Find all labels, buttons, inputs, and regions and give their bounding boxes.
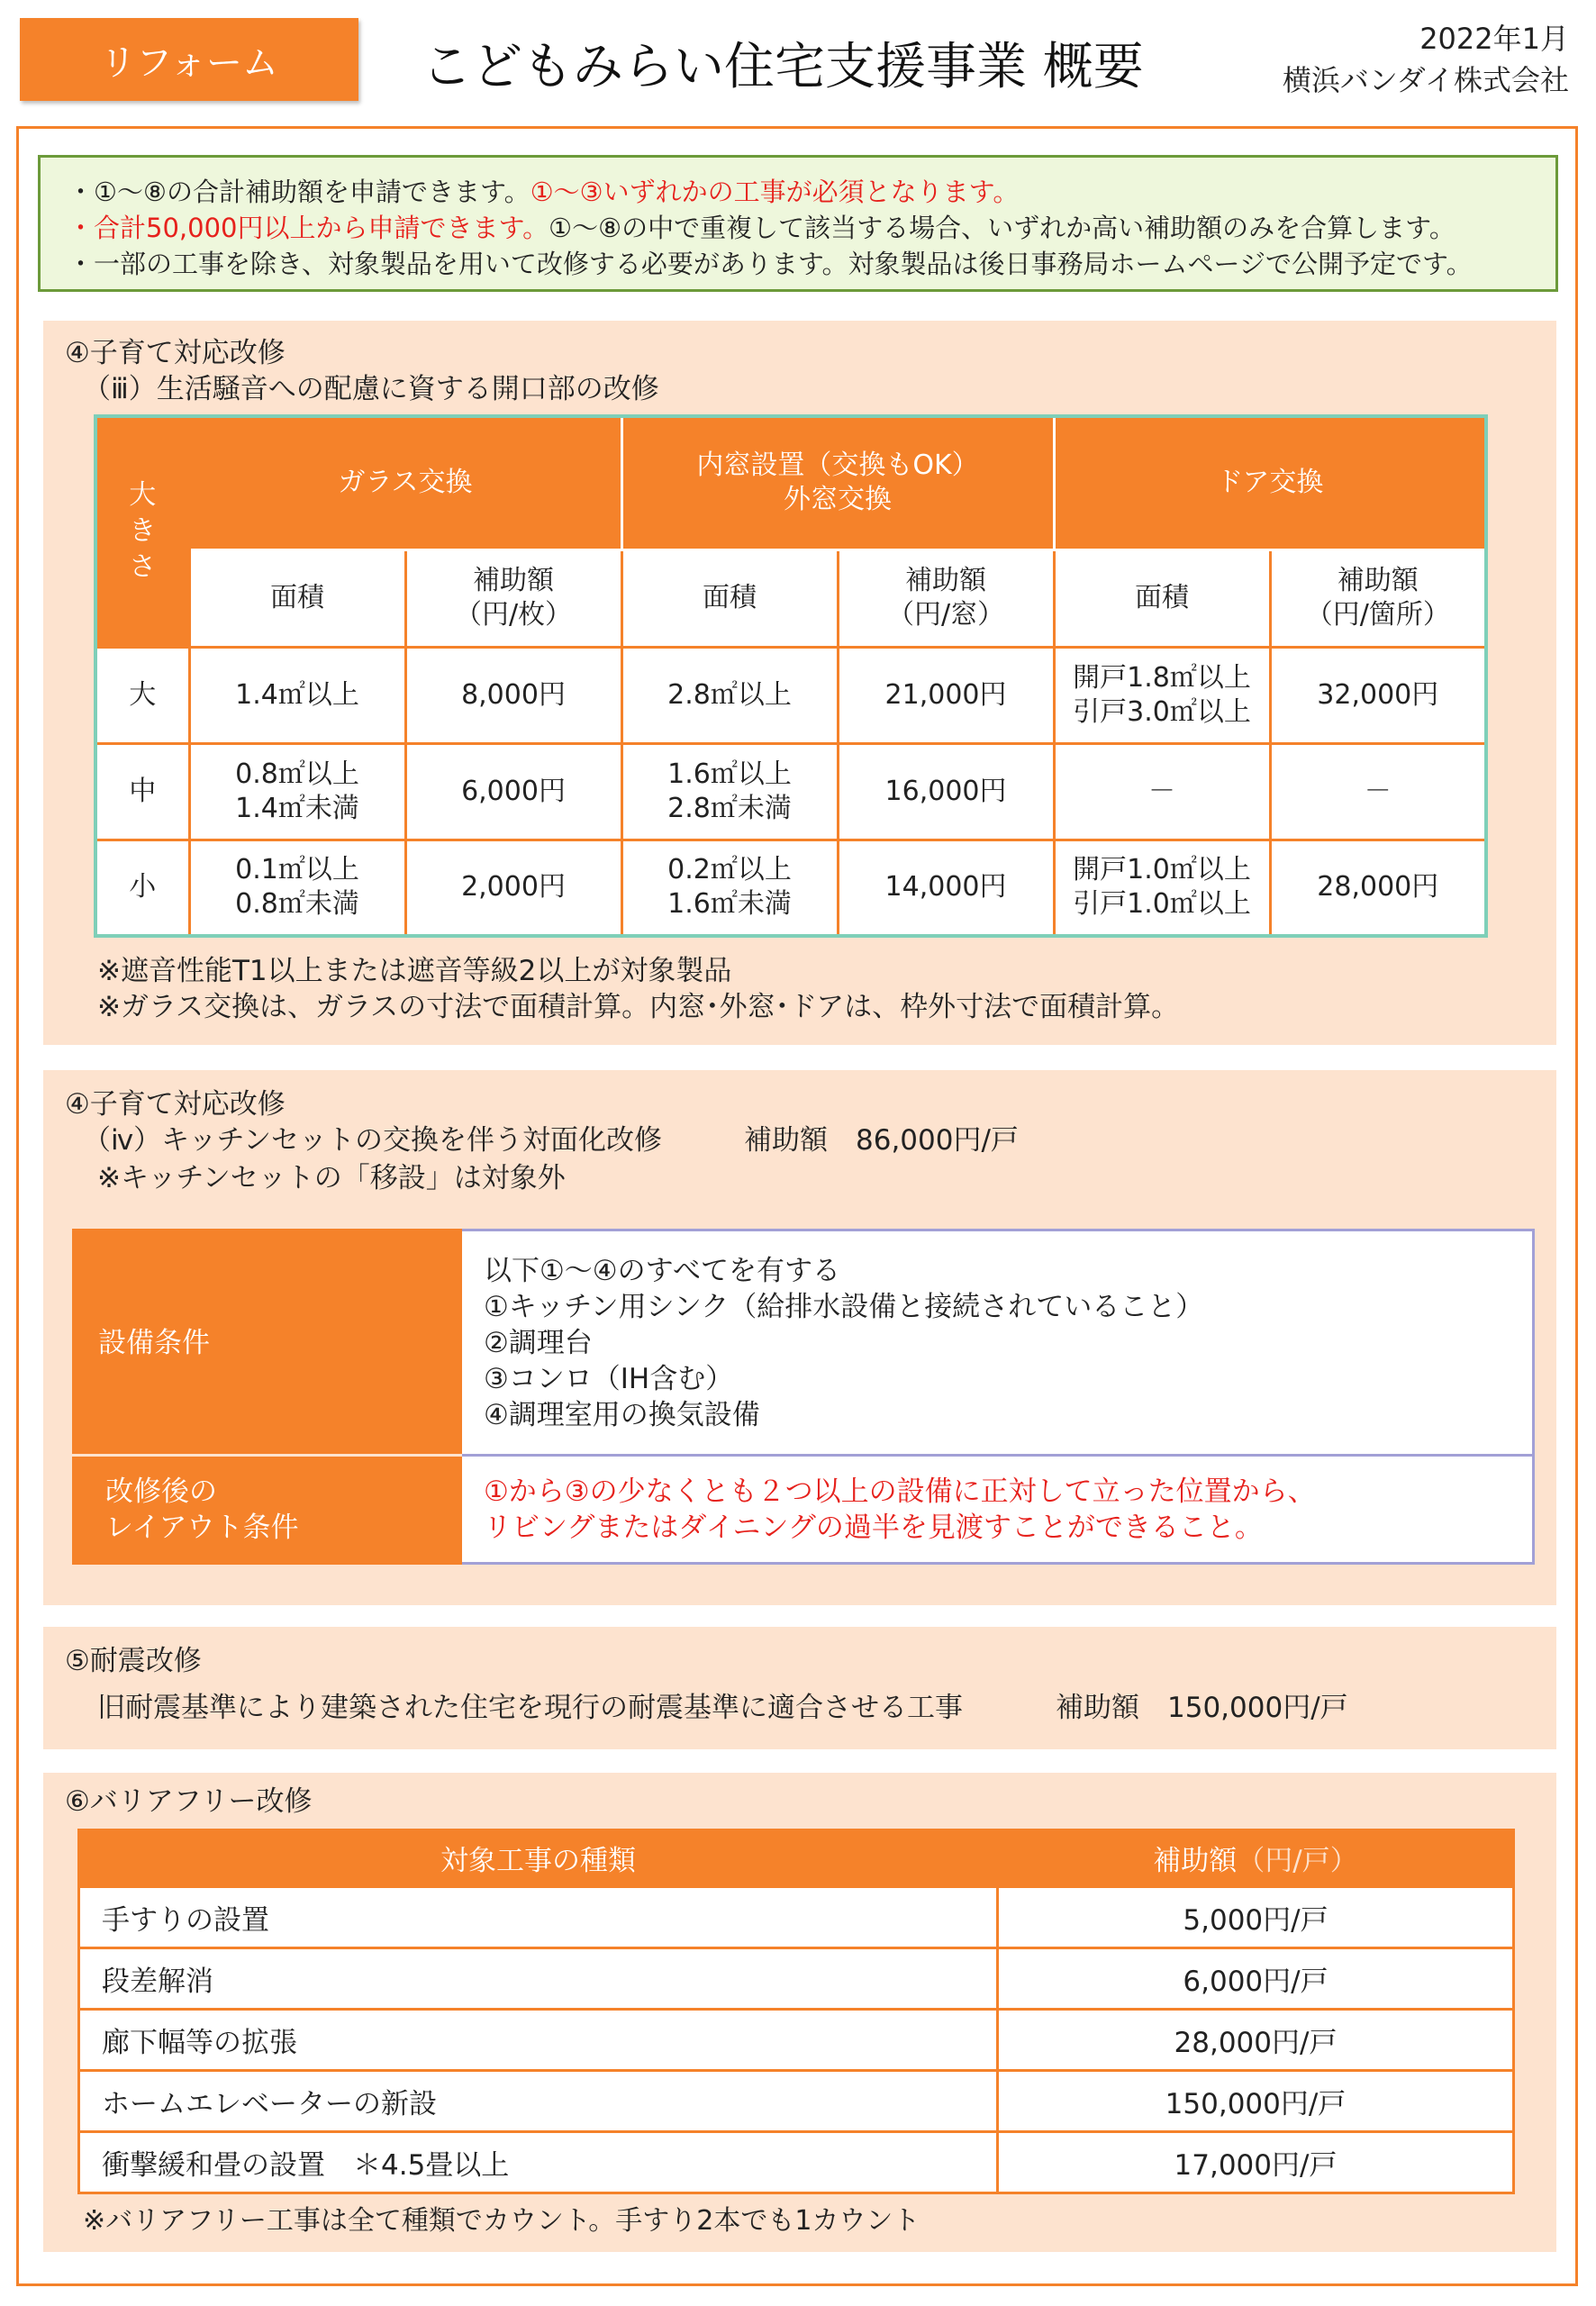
section-seismic: [43, 1627, 1556, 1749]
col-header-type: 対象工事の種類: [79, 1830, 998, 1887]
table-row: [74, 1456, 1534, 1564]
section1-note-2: ※ガラス交換は、ガラスの寸法で面積計算。内窓･外窓･ドアは、枠外寸法で面積計算。: [97, 991, 1180, 1023]
header-door: ドア交換: [1054, 416, 1486, 549]
section1-heading: ④子育て対応改修: [65, 337, 286, 369]
page-title: こどもみらい住宅支援事業 概要: [422, 38, 1144, 96]
note-line-2: [68, 210, 1555, 246]
section4-note: ※バリアフリー工事は全て種類でカウント。手すり2本でも1カウント: [83, 2205, 920, 2237]
subheader-amount: 補助額 （円/枚）: [405, 549, 621, 647]
subheader-amount: 補助額 （円/窓）: [838, 549, 1054, 647]
notes-box: [38, 155, 1558, 292]
table-row: 手すりの設置 5,000円/戸: [79, 1886, 1514, 1947]
section1-subheading: （ⅲ）生活騒音への配慮に資する開口部の改修: [83, 373, 659, 405]
company-name: 横浜バンダイ株式会社: [1282, 63, 1569, 97]
section2-note: ※キッチンセットの「移設」は対象外: [97, 1162, 566, 1194]
section2-heading: ④子育て対応改修: [65, 1088, 286, 1121]
section4-heading: ⑥バリアフリー改修: [65, 1785, 313, 1818]
opening-subsidy-table: [94, 414, 1488, 938]
table-row: 中 0.8㎡以上 1.4㎡未満 6,000円 1.6㎡以上 2.8㎡未満 16,000円 － －: [95, 743, 1486, 840]
layout-condition-label: 改修後の レイアウト条件: [74, 1456, 461, 1564]
table-row: 廊下幅等の拡張 28,000円/戸: [79, 2009, 1514, 2070]
table-row: ホームエレベーターの新設 150,000円/戸: [79, 2070, 1514, 2131]
category-badge: リフォーム: [20, 18, 358, 101]
table-row: 段差解消 6,000円/戸: [79, 1947, 1514, 2009]
barrier-free-table: [77, 1829, 1515, 2194]
section1-note-1: ※遮音性能T1以上または遮音等級2以上が対象製品: [97, 955, 732, 987]
table-row: 衝撃緩和畳の設置 ＊4.5畳以上 17,000円/戸: [79, 2131, 1514, 2193]
note-line-1b: ①～③いずれかの工事が必須となります。: [530, 177, 1020, 207]
section2-subheading: （ⅳ）キッチンセットの交換を伴う対面化改修: [83, 1124, 662, 1157]
subheader-area: 面積: [1054, 549, 1270, 647]
note-line-2b: ①～⑧の中で重複して該当する場合、いずれか高い補助額のみを合算します。: [549, 213, 1455, 243]
table-row: 小 0.1㎡以上 0.8㎡未満 2,000円 0.2㎡以上 1.6㎡未満 14,000円 開戸1.0㎡以上 引戸1.0㎡以上 28,000円: [95, 840, 1486, 936]
note-line-1: [68, 174, 1555, 210]
size-header: 大 き さ: [95, 416, 189, 647]
equipment-condition-value: 以下①～④のすべてを有する ①キッチン用シンク（給排水設備と接続されていること） ②調理台 ③コンロ（IH含む） ④調理室用の換気設備: [461, 1230, 1534, 1456]
note-line-1a: ・①～⑧の合計補助額を申請できます。: [68, 177, 530, 207]
note-line-2a: ・合計50,000円以上から申請できます。: [68, 213, 549, 243]
col-header-amount: 補助額（円/戸）: [998, 1830, 1514, 1887]
subheader-area: 面積: [189, 549, 405, 647]
section3-amount: 補助額 150,000円/戸: [1056, 1692, 1348, 1724]
table-row: [74, 1230, 1534, 1456]
note-line-3: ・一部の工事を除き、対象製品を用いて改修する必要があります。対象製品は後日事務局ホームページで公開予定です。: [68, 249, 1473, 279]
header-window: 内窓設置（交換もOK） 外窓交換: [621, 416, 1054, 549]
section3-heading: ⑤耐震改修: [65, 1645, 202, 1677]
table-row: 大 1.4㎡以上 8,000円 2.8㎡以上 21,000円 開戸1.8㎡以上 引戸3.0㎡以上 32,000円: [95, 647, 1486, 743]
header-glass: ガラス交換: [189, 416, 621, 549]
kitchen-condition-table: [72, 1229, 1535, 1565]
issue-date: 2022年1月: [1419, 22, 1569, 56]
layout-condition-value: ①から③の少なくとも２つ以上の設備に正対して立った位置から、 リビングまたはダイニングの過半を見渡すことができること。: [461, 1456, 1534, 1564]
section2-amount: 補助額 86,000円/戸: [744, 1124, 1019, 1157]
section3-body: 旧耐震基準により建築された住宅を現行の耐震基準に適合させる工事: [97, 1692, 963, 1724]
equipment-condition-label: 設備条件: [74, 1230, 461, 1456]
subheader-amount: 補助額 （円/箇所）: [1270, 549, 1486, 647]
subheader-area: 面積: [621, 549, 838, 647]
header-meta: [1283, 18, 1569, 101]
